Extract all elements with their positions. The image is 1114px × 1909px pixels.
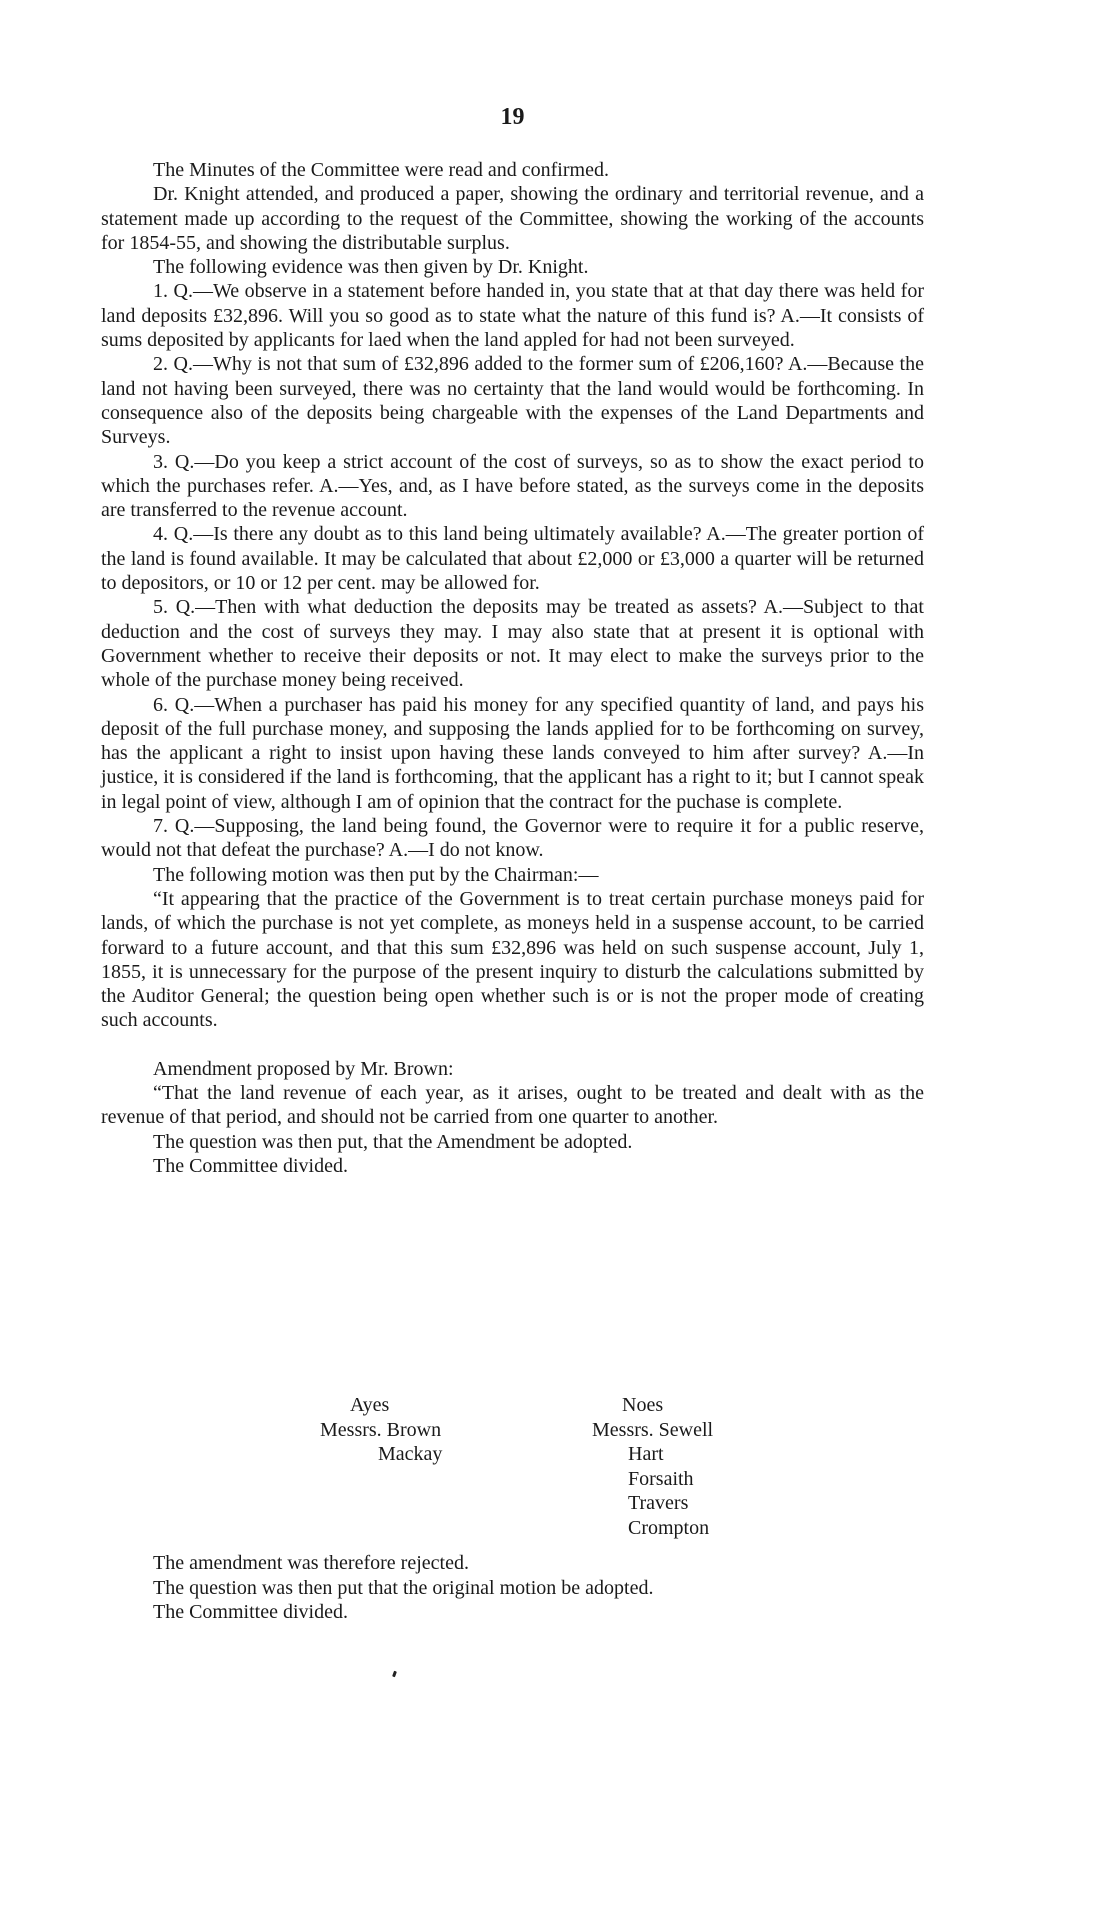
ayes-heading: Ayes [350,1394,390,1416]
paragraph-committee-divided: The Committee divided. [153,1154,348,1177]
noes-member: Crompton [628,1516,710,1539]
noes-member: Hart [628,1443,664,1465]
paragraph-question-put: The question was then put, that the Amendment be adopted. [153,1130,633,1153]
paragraph-question-2: 2. Q.—Why is not that sum of £32,896 added to the former sum of £206,160? A.—Because the land not having been surveyed, there was no certainty that the land would would be forthcoming. In consequence also of the deposits being chargeable with the expenses of the Land Departments and Surveys. [101,353,924,449]
noes-member: Messrs. Sewell [592,1418,714,1441]
paragraph-motion-text: “It appearing that the practice of the Government is to treat certain purchase moneys paid for lands, of which the purchase is not yet complete, as moneys held in a suspense account, to be carried forward to a future account, and that this sum £32,896 was held on such suspense account, July 1, 1855, it is unnecessary for the purpose of the present inquiry to disturb the calculations submitted by the Auditor General; the question being open whether such is or is not the proper mode of creating such accounts. [101,887,924,1032]
paragraph-question-5: 5. Q.—Then with what deduction the deposits may be treated as assets? A.—Subject to that deduction and the cost of surveys they may. I may also state that at present it is optional with Government whether to receive their deposits or not. It may elect to make the surveys prior to the whole of the purchase money being received. [101,596,924,692]
paragraph-amendment-rejected: The amendment was therefore rejected. [153,1552,469,1574]
noes-member: Travers [628,1492,689,1514]
paragraph-question-3: 3. Q.—Do you keep a strict account of the cost of surveys, so as to show the exact period to which the purchases refer. A.—Yes, and, as I have before stated, as the surveys come in the deposits are transferred to the revenue account. [101,450,924,522]
ayes-column [320,1393,442,1467]
paragraph-minutes-confirmed: The Minutes of the Committee were read and confirmed. [153,159,609,181]
paragraph-question-1: 1. Q.—We observe in a statement before handed in, you state that at that day there was held for land deposits £32,896. Will you so good as to state what the nature of this fund is? A.—It consists of sums deposited by applicants for laed when the land appled for had not been surveyed. [101,280,924,352]
noes-heading: Noes [622,1394,664,1416]
minutes-body [101,158,924,1178]
paragraph-original-motion-put: The question was then put that the original motion be adopted. [153,1576,654,1599]
division-list [101,1393,924,1543]
ayes-member: Mackay [378,1443,443,1465]
paragraph-motion-intro: The following motion was then put by the Chairman:— [153,863,599,886]
noes-member: Forsaith [628,1467,694,1490]
paragraph-question-7: 7. Q.—Supposing, the land being found, the Governor were to require it for a public reserve, would not that defeat the purchase? A.—I do not know. [101,815,924,862]
ayes-member: Messrs. Brown [320,1418,442,1441]
page-number: 19 [500,104,525,130]
paragraph-evidence-intro: The following evidence was then given by Dr. Knight. [153,256,589,279]
paragraph-amendment-text: “That the land revenue of each year, as it arises, ought to be treated and dealt with as the revenue of that period, and should not be carried from one quarter to another. [101,1081,924,1129]
paragraph-committee-divided-again: The Committee divided. [153,1601,348,1623]
paragraph-dr-knight-attended: Dr. Knight attended, and produced a paper, showing the ordinary and territorial revenue, and a statement made up according to the request of the Committee, showing the working of the accounts for 1854-55, and showing the distributable surplus. [101,183,924,254]
document-page [101,0,924,1909]
paragraph-question-4: 4. Q.—Is there any doubt as to this land being ultimately available? A.—The greater portion of the land is found available. It may be calculated that about £2,000 or £3,000 a quarter will be returned to depositors, or 10 or 12 per cent. may be allowed for. [101,523,924,595]
paragraph-question-6: 6. Q.—When a purchaser has paid his money for any specified quantity of land, and pays his deposit of the full purchase money, and supposing the lands applied for to be forthcoming on survey, has the applicant a right to insist upon having these lands conveyed to him after survey? A.—In justice, it is considered if the land is forthcoming, that the applicant has a right to it; but I cannot speak in legal point of view, although I am of opinion that the contract for the puchase is complete. [101,693,924,813]
paragraph-amendment-intro: Amendment proposed by Mr. Brown: [153,1057,454,1080]
closing-lines [101,1551,924,1625]
noes-column [592,1393,713,1540]
